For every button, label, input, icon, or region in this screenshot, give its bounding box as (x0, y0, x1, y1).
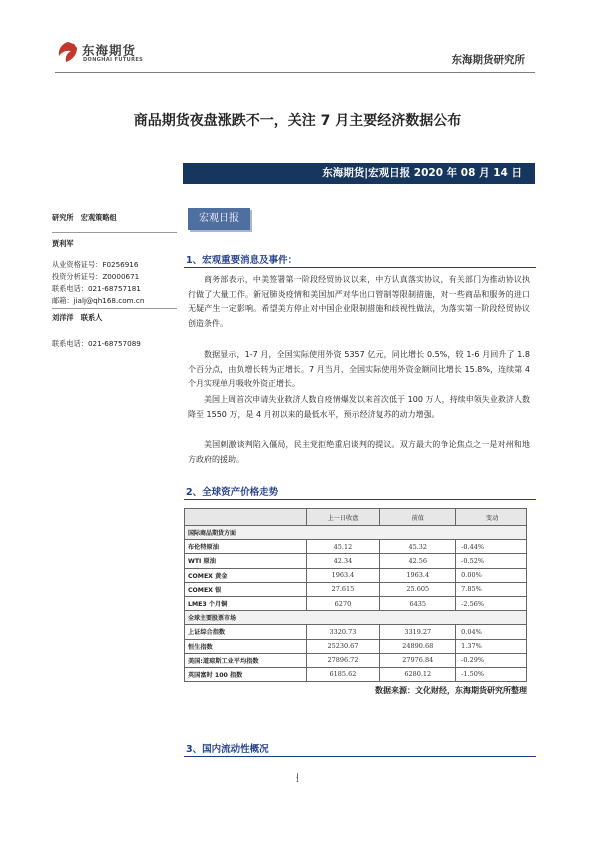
table-row (185, 582, 527, 596)
table-row (185, 625, 527, 639)
close-value: 6270 (306, 596, 380, 610)
prev-value: 1963.4 (380, 568, 456, 582)
column-header: 上一日收盘 (306, 509, 380, 526)
analyst1-consult: 投资分析证号：Z0000671 (52, 272, 140, 281)
change-value: -0.44% (456, 540, 527, 554)
close-value: 45.12 (306, 540, 380, 554)
row-label: 英国富时 100 指数 (185, 667, 307, 681)
change-value: -0.52% (456, 554, 527, 568)
table-row (185, 596, 527, 610)
section1-paragraph: 美国上周首次申请失业救济人数自疫情爆发以来首次低于 100 万人，持续申领失业救济人数降至 1550 万，是 4 月初以来的最低水平，预示经济复苏的动力增强。 (188, 395, 530, 419)
change-value: 0.00% (456, 568, 527, 582)
close-value: 1963.4 (306, 568, 380, 582)
logo-emblem-icon (55, 40, 81, 66)
report-type-tag: 宏观日报 (188, 208, 250, 230)
analyst2-name: 刘洋洋 联系人 (52, 313, 103, 322)
table-row (185, 667, 527, 681)
row-label: LME3 个月铜 (185, 596, 307, 610)
row-label: WTI 原油 (185, 554, 307, 568)
section3-rule (184, 756, 536, 757)
table-source-note: 数据来源：文化财经，东海期货研究所整理 (375, 686, 527, 695)
group-label: 全球主要股票市场 (185, 611, 527, 625)
change-value: 0.04% (456, 625, 527, 639)
table-group-row (185, 611, 527, 625)
table-group-row (185, 526, 527, 540)
prev-value: 24890.68 (380, 639, 456, 653)
company-logo (55, 38, 185, 74)
section1-paragraph: 商务部表示，中美签署第一阶段经贸协议以来，中方认真落实协议，有关部门为推动协议执行做了大量工作。新冠肺炎疫情和美国加严对华出口管制等限制措施，对一些商品和服务的进口无疑产生一定影响。希望美方停止对中国企业限制措施和歧视性做法，为落实第一阶段经贸协议创造条件。 (188, 275, 530, 328)
report-title: 商品期货夜盘涨跌不一，关注 7 月主要经济数据公布 (133, 113, 462, 129)
close-value: 25230.67 (306, 639, 380, 653)
change-value: 7.85% (456, 582, 527, 596)
logo-english-name: DONGHAI FUTURES (83, 57, 144, 63)
section1-paragraph: 美国刺激谈判陷入僵局，民主党拒绝重启谈判的提议。双方最大的争论焦点之一是对州和地方政府的援助。 (188, 440, 530, 464)
row-label: 美国:道琼斯工业平均指数 (185, 653, 307, 667)
column-header (185, 509, 307, 526)
table-row (185, 639, 527, 653)
row-label: 上证综合指数 (185, 625, 307, 639)
section1-heading: 1、宏观重要消息及事件： (186, 255, 298, 266)
close-value: 27.615 (306, 582, 380, 596)
section3-heading: 3、国内流动性概况 (186, 744, 269, 755)
section1-rule (184, 267, 536, 268)
change-value: -0.29% (456, 653, 527, 667)
prev-value: 3319.27 (380, 625, 456, 639)
prev-value: 6280.12 (380, 667, 456, 681)
row-label: 恒生指数 (185, 639, 307, 653)
asset-price-table (184, 508, 527, 682)
prev-value: 25.605 (380, 582, 456, 596)
section2-heading: 2、全球资产价格走势 (186, 487, 279, 498)
table-row (185, 540, 527, 554)
change-value: 1.37% (456, 639, 527, 653)
close-value: 27896.72 (306, 653, 380, 667)
analyst2-phone: 联系电话：021-68757089 (52, 339, 141, 348)
section1-paragraph: 数据显示，1-7 月，全国实际使用外资 5357 亿元，同比增长 0.5%，较 1-6 月回升了 1.8 个百分点，由负增长转为正增长。7 月当月，全国实际使用外资金额同比增长 15.8%，连续第 4 个月实现单月吸收外资正增长。 (188, 350, 530, 389)
analyst1-phone: 联系电话：021-68757181 (52, 284, 141, 293)
analyst1-email[interactable]: 邮箱：jialj@qh168.com.cn (52, 296, 145, 305)
prev-value: 6435 (380, 596, 456, 610)
prev-value: 42.56 (380, 554, 456, 568)
report-date-banner: 东海期货|宏观日报 2020 年 08 月 14 日 (183, 163, 535, 184)
table-row (185, 653, 527, 667)
sidebar-divider (52, 308, 177, 309)
close-value: 3320.73 (306, 625, 380, 639)
table-row (185, 554, 527, 568)
prev-value: 45.32 (380, 540, 456, 554)
row-label: COMEX 黄金 (185, 568, 307, 582)
row-label: 布伦特原油 (185, 540, 307, 554)
analyst1-cert: 从业资格证号：F0256916 (52, 260, 139, 269)
table-header-row (185, 509, 527, 526)
header-institute: 东海期货研究所 (451, 54, 525, 66)
page-number: 1 (295, 776, 300, 784)
column-header: 前值 (380, 509, 456, 526)
logo-chinese-name: 东海期货 (82, 43, 137, 58)
sidebar-dept: 研究所 宏观策略组 (52, 213, 117, 222)
table-row (185, 568, 527, 582)
close-value: 42.34 (306, 554, 380, 568)
prev-value: 27976.84 (380, 653, 456, 667)
close-value: 6185.62 (306, 667, 380, 681)
change-value: -1.50% (456, 667, 527, 681)
row-label: COMEX 银 (185, 582, 307, 596)
analyst1-name: 贾利军 (52, 239, 74, 248)
header-divider (55, 72, 535, 73)
column-header: 变动 (456, 509, 527, 526)
sidebar-divider (52, 232, 177, 233)
group-label: 国际商品期货方面 (185, 526, 527, 540)
section2-rule (184, 499, 536, 500)
change-value: -2.56% (456, 596, 527, 610)
